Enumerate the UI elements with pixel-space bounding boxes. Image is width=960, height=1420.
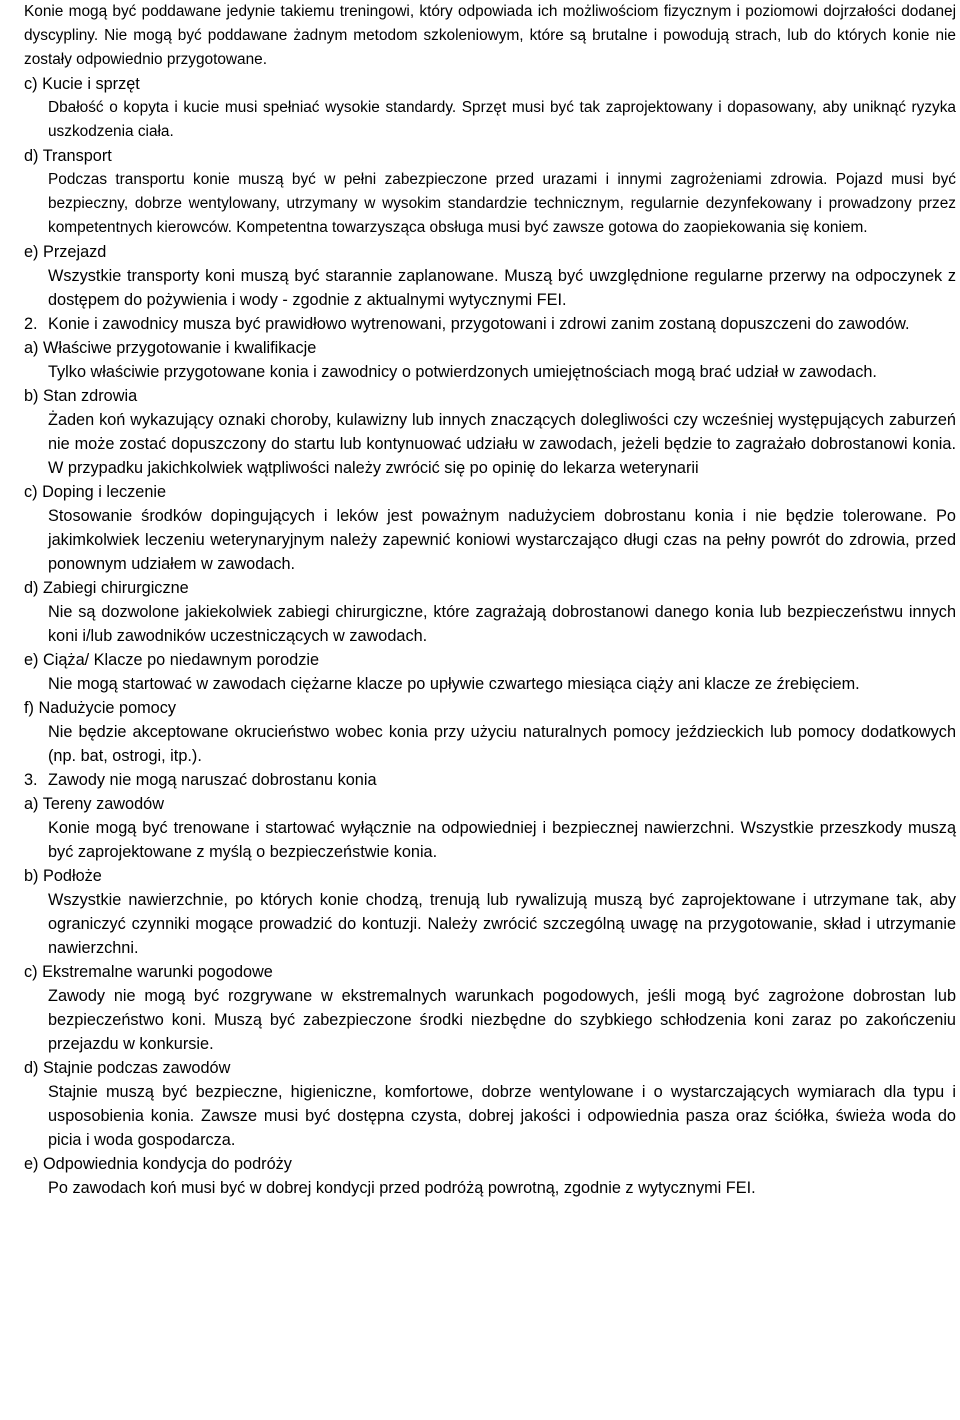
section-heading-kucie: c) Kucie i sprzęt: [24, 75, 140, 93]
item-number: 3.: [24, 771, 38, 789]
paragraph-stan-zdrowia: Żaden koń wykazujący oznaki choroby, kulawizny lub innych znaczących dolegliwości czy wcześniej występujących zaburzeń nie może zostać dopuszczony do startu lub kontynuować udziału w zawodach, jeżeli będzie to zagrażało dobrostanowi konia. W przypadku jakichkolwiek wątpliwości należy zwrócić się po opinię do lekarza weterynarii: [48, 411, 956, 477]
section-heading-naduzycie: f) Nadużycie pomocy: [24, 699, 177, 717]
section-heading-stan-zdrowia: b) Stan zdrowia: [24, 387, 138, 405]
section-heading-ciaza: e) Ciąża/ Klacze po niedawnym porodzie: [24, 651, 320, 669]
section-heading-kwalifikacje: a) Właściwe przygotowanie i kwalifikacje: [24, 339, 317, 357]
section-heading-przejazd: e) Przejazd: [24, 243, 107, 261]
item-number: 2.: [24, 315, 38, 333]
paragraph-naduzycie: Nie będzie akceptowane okrucieństwo wobec konia przy użyciu naturalnych pomocy jeździeckich lub pomocy dodatkowych (np. bat, ostrogi, itp.).: [48, 723, 956, 765]
paragraph-podloze: Wszystkie nawierzchnie, po których konie chodzą, trenują lub rywalizują muszą być zaprojektowane i utrzymane tak, aby ograniczyć czynniki mogące prowadzić do kontuzji. Należy zwrócić szczególną uwagę na przygotowanie, skład i utrzymanie nawierzchni.: [48, 891, 956, 957]
paragraph-kwalifikacje: Tylko właściwie przygotowane konia i zawodnicy o potwierdzonych umiejętnościach mogą brać udział w zawodach.: [48, 363, 877, 381]
paragraph-przejazd: Wszystkie transporty koni muszą być starannie zaplanowane. Muszą być uwzględnione regularne przerwy na odpoczynek z dostępem do pożywienia i wody - zgodnie z aktualnymi wytycznymi FEI.: [48, 267, 956, 309]
document-page: [24, 0, 956, 1200]
section-heading-stajnie: d) Stajnie podczas zawodów: [24, 1059, 231, 1077]
paragraph-kondycja: Po zawodach koń musi być w dobrej kondycji przed podróżą powrotną, zgodnie z wytycznymi FEI.: [48, 1179, 756, 1197]
intro-paragraph: Konie mogą być poddawane jedynie takiemu treningowi, który odpowiada ich możliwościom fizycznym i poziomowi dojrzałości dodanej dyscypliny. Nie mogą być poddawane żadnym metodom szkoleniowym, które są brutalne i powodują strach, lub do których konie nie zostały odpowiednio przygotowane.: [24, 3, 956, 68]
numbered-item-3: [24, 768, 956, 792]
section-heading-zabiegi: d) Zabiegi chirurgiczne: [24, 579, 189, 597]
item-text: Zawody nie mogą naruszać dobrostanu konia: [48, 771, 377, 789]
section-heading-doping: c) Doping i leczenie: [24, 483, 167, 501]
paragraph-stajnie: Stajnie muszą być bezpieczne, higieniczne, komfortowe, dobrze wentylowane i o wystarczających wymiarach dla typu i usposobienia konia. Zawsze musi być dostępna czysta, dobrej jakości i odpowiednia pasza oraz ściółka, świeża woda do picia i woda gospodarcza.: [48, 1083, 956, 1149]
section-heading-kondycja: e) Odpowiednia kondycja do podróży: [24, 1155, 292, 1173]
section-heading-tereny: a) Tereny zawodów: [24, 795, 164, 813]
paragraph-ciaza: Nie mogą startować w zawodach ciężarne klacze po upływie czwartego miesiąca ciąży ani klacze ze źrebięciem.: [48, 675, 860, 693]
numbered-item-2: [24, 312, 956, 336]
paragraph-zabiegi: Nie są dozwolone jakiekolwiek zabiegi chirurgiczne, które zagrażają dobrostanowi danego konia lub bezpieczeństwu innych koni i/lub zawodników uczestniczących w zawodach.: [48, 603, 956, 645]
paragraph-pogoda: Zawody nie mogą być rozgrywane w ekstremalnych warunkach pogodowych, jeśli mogą być zagrożone dobrostan lub bezpieczeństwo koni. Muszą być zabezpieczone środki niezbędne do szybkiego schłodzenia koni zaraz po zakończeniu przejazdu w konkursie.: [48, 987, 956, 1053]
paragraph-transport: Podczas transportu konie muszą być w pełni zabezpieczone przed urazami i innymi zagrożeniami zdrowia. Pojazd musi być bezpieczny, dobrze wentylowany, utrzymany w wysokim standardzie technicznym, regularnie dezynfekowany i prowadzony przez kompetentnych kierowców. Kompetentna towarzysząca obsługa musi być zawsze gotowa do zaopiekowania się koniem.: [48, 171, 956, 236]
paragraph-tereny: Konie mogą być trenowane i startować wyłącznie na odpowiedniej i bezpiecznej nawierzchni. Wszystkie przeszkody muszą być zaprojektowane z myślą o bezpieczeństwie konia.: [48, 819, 956, 861]
paragraph-kucie: Dbałość o kopyta i kucie musi spełniać wysokie standardy. Sprzęt musi być tak zaprojektowany i dopasowany, aby uniknąć ryzyka uszkodzenia ciała.: [48, 99, 956, 140]
section-heading-pogoda: c) Ekstremalne warunki pogodowe: [24, 963, 273, 981]
section-heading-podloze: b) Podłoże: [24, 867, 102, 885]
paragraph-doping: Stosowanie środków dopingujących i leków jest poważnym nadużyciem dobrostanu konia i nie będzie tolerowane. Po jakimkolwiek leczeniu weterynaryjnym należy zapewnić koniowi wystarczająco długi czas na pełny powrót do zdrowia, przed ponownym udziałem w zawodach.: [48, 507, 956, 573]
section-heading-transport: d) Transport: [24, 147, 112, 165]
item-text: Konie i zawodnicy musza być prawidłowo wytrenowani, przygotowani i zdrowi zanim zostaną dopuszczeni do zawodów.: [48, 315, 910, 333]
